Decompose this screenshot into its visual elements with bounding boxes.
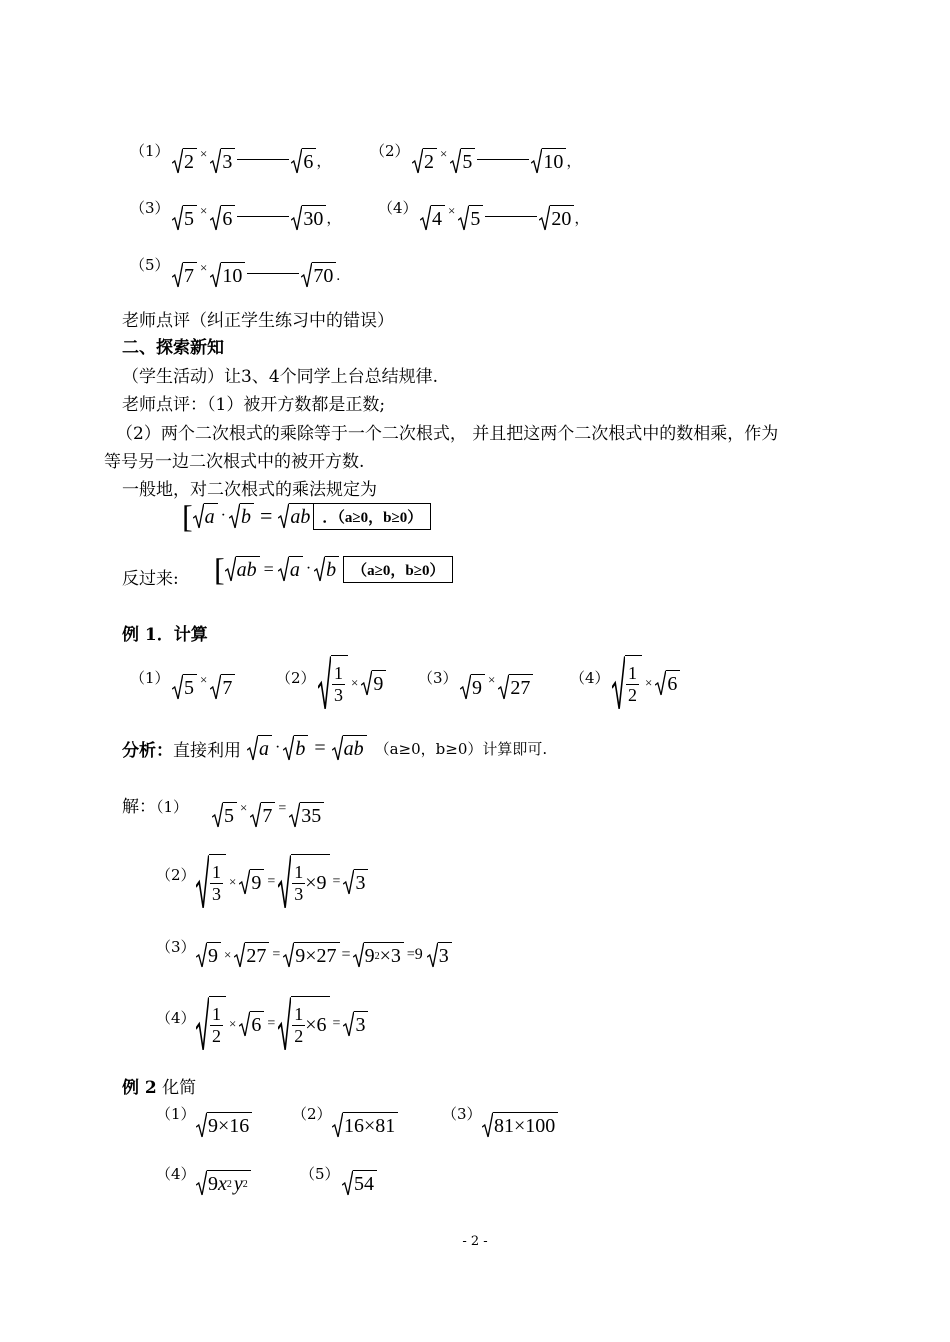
ex2-p5-expr: 54 — [342, 1170, 377, 1196]
solution-3-label: （3） — [156, 938, 196, 956]
solution-2-expr: $\frac{1}{3}$ × 9 = $\frac{1}{3}$ ×9 = 3 — [196, 854, 368, 910]
section-title-explore: 二、探索新知 — [122, 338, 224, 358]
teacher-review: 老师点评（纠正学生练习中的错误） — [122, 311, 394, 331]
ex1-p4-expr: $\frac{1}{2}$ × 6 — [612, 655, 680, 711]
solution-4-label: （4） — [156, 1009, 196, 1027]
practice-3-expr: 5 × 6 30 ， — [172, 203, 341, 231]
practice-5-expr: 7 × 10 70 . — [172, 260, 340, 288]
reverse-label: 反过来: — [122, 569, 179, 589]
ex1-p3-expr: 9 × 27 — [460, 672, 533, 700]
solution-4-expr: $\frac{1}{2}$ × 6 = $\frac{1}{2}$ ×6 = 3 — [196, 996, 368, 1052]
ex2-p2-label: （2） — [292, 1105, 332, 1123]
ex1-p1-expr: 5 × 7 — [172, 672, 235, 700]
ex2-p3-label: （3） — [442, 1105, 482, 1123]
practice-4-expr: 4 × 5 20 ， — [420, 203, 589, 231]
example-1-title: 例 1．计算 — [122, 625, 208, 645]
ex2-p5-label: （5） — [300, 1165, 340, 1183]
practice-1-expr: 2 × 3 6 ， — [172, 146, 331, 174]
teacher-review-2: 老师点评：（1）被开方数都是正数; — [122, 395, 386, 415]
practice-5-label: （5） — [130, 256, 170, 274]
review-point-2-line1: （2）两个二次根式的乘除等于一个二次根式， 并且把这两个二次根式中的数相乘，作为 — [116, 424, 779, 444]
reverse-rule: [ ab = a · b （a≥0，b≥0） — [214, 553, 453, 585]
ex1-p3-label: （3） — [418, 669, 458, 687]
practice-1-label: （1） — [130, 142, 170, 160]
solution-2-label: （2） — [156, 866, 196, 884]
page-number: - 2 - — [462, 1234, 488, 1249]
solution-label: 解：（1） — [122, 797, 189, 817]
rule-condition-box: ．（a≥0，b≥0） — [313, 503, 431, 530]
practice-4-label: （4） — [378, 199, 418, 217]
ex1-p2-expr: $\frac{1}{3}$ × 9 — [318, 655, 386, 711]
solution-3-expr: 9 × 27 = 9×27 = 9 2 ×3 = 9 3 — [196, 942, 452, 968]
ex2-p4-label: （4） — [156, 1165, 196, 1183]
ex2-p1-label: （1） — [156, 1105, 196, 1123]
ex2-p4-expr: 9 x 2 y 2 — [196, 1170, 251, 1196]
practice-3-label: （3） — [130, 199, 170, 217]
analysis-line: 分析： 直接利用 a · b = ab （a≥0，b≥0）计算即可. — [122, 736, 548, 761]
ex1-p1-label: （1） — [130, 669, 170, 687]
ex2-p1-expr: 9×16 — [196, 1112, 252, 1138]
ex2-p2-expr: 16×81 — [332, 1112, 398, 1138]
multiplication-rule: [ a · b = ab ．（a≥0，b≥0） — [182, 500, 431, 532]
ex2-p3-expr: 81×100 — [482, 1112, 558, 1138]
student-activity: （学生活动）让3、4个同学上台总结规律. — [122, 367, 439, 387]
practice-2-expr: 2 × 5 10 ， — [412, 146, 581, 174]
ex1-p4-label: （4） — [570, 669, 610, 687]
review-point-2-line2: 等号另一边二次根式中的被开方数. — [104, 452, 365, 472]
general-rule-text: 一般地，对二次根式的乘法规定为 — [122, 480, 377, 500]
ex1-p2-label: （2） — [276, 669, 316, 687]
solution-1-expr: 5 × 7 = 35 — [212, 800, 324, 828]
practice-2-label: （2） — [370, 142, 410, 160]
reverse-condition-box: （a≥0，b≥0） — [343, 556, 453, 583]
example-2-title: 例 2 化简 — [122, 1078, 197, 1098]
